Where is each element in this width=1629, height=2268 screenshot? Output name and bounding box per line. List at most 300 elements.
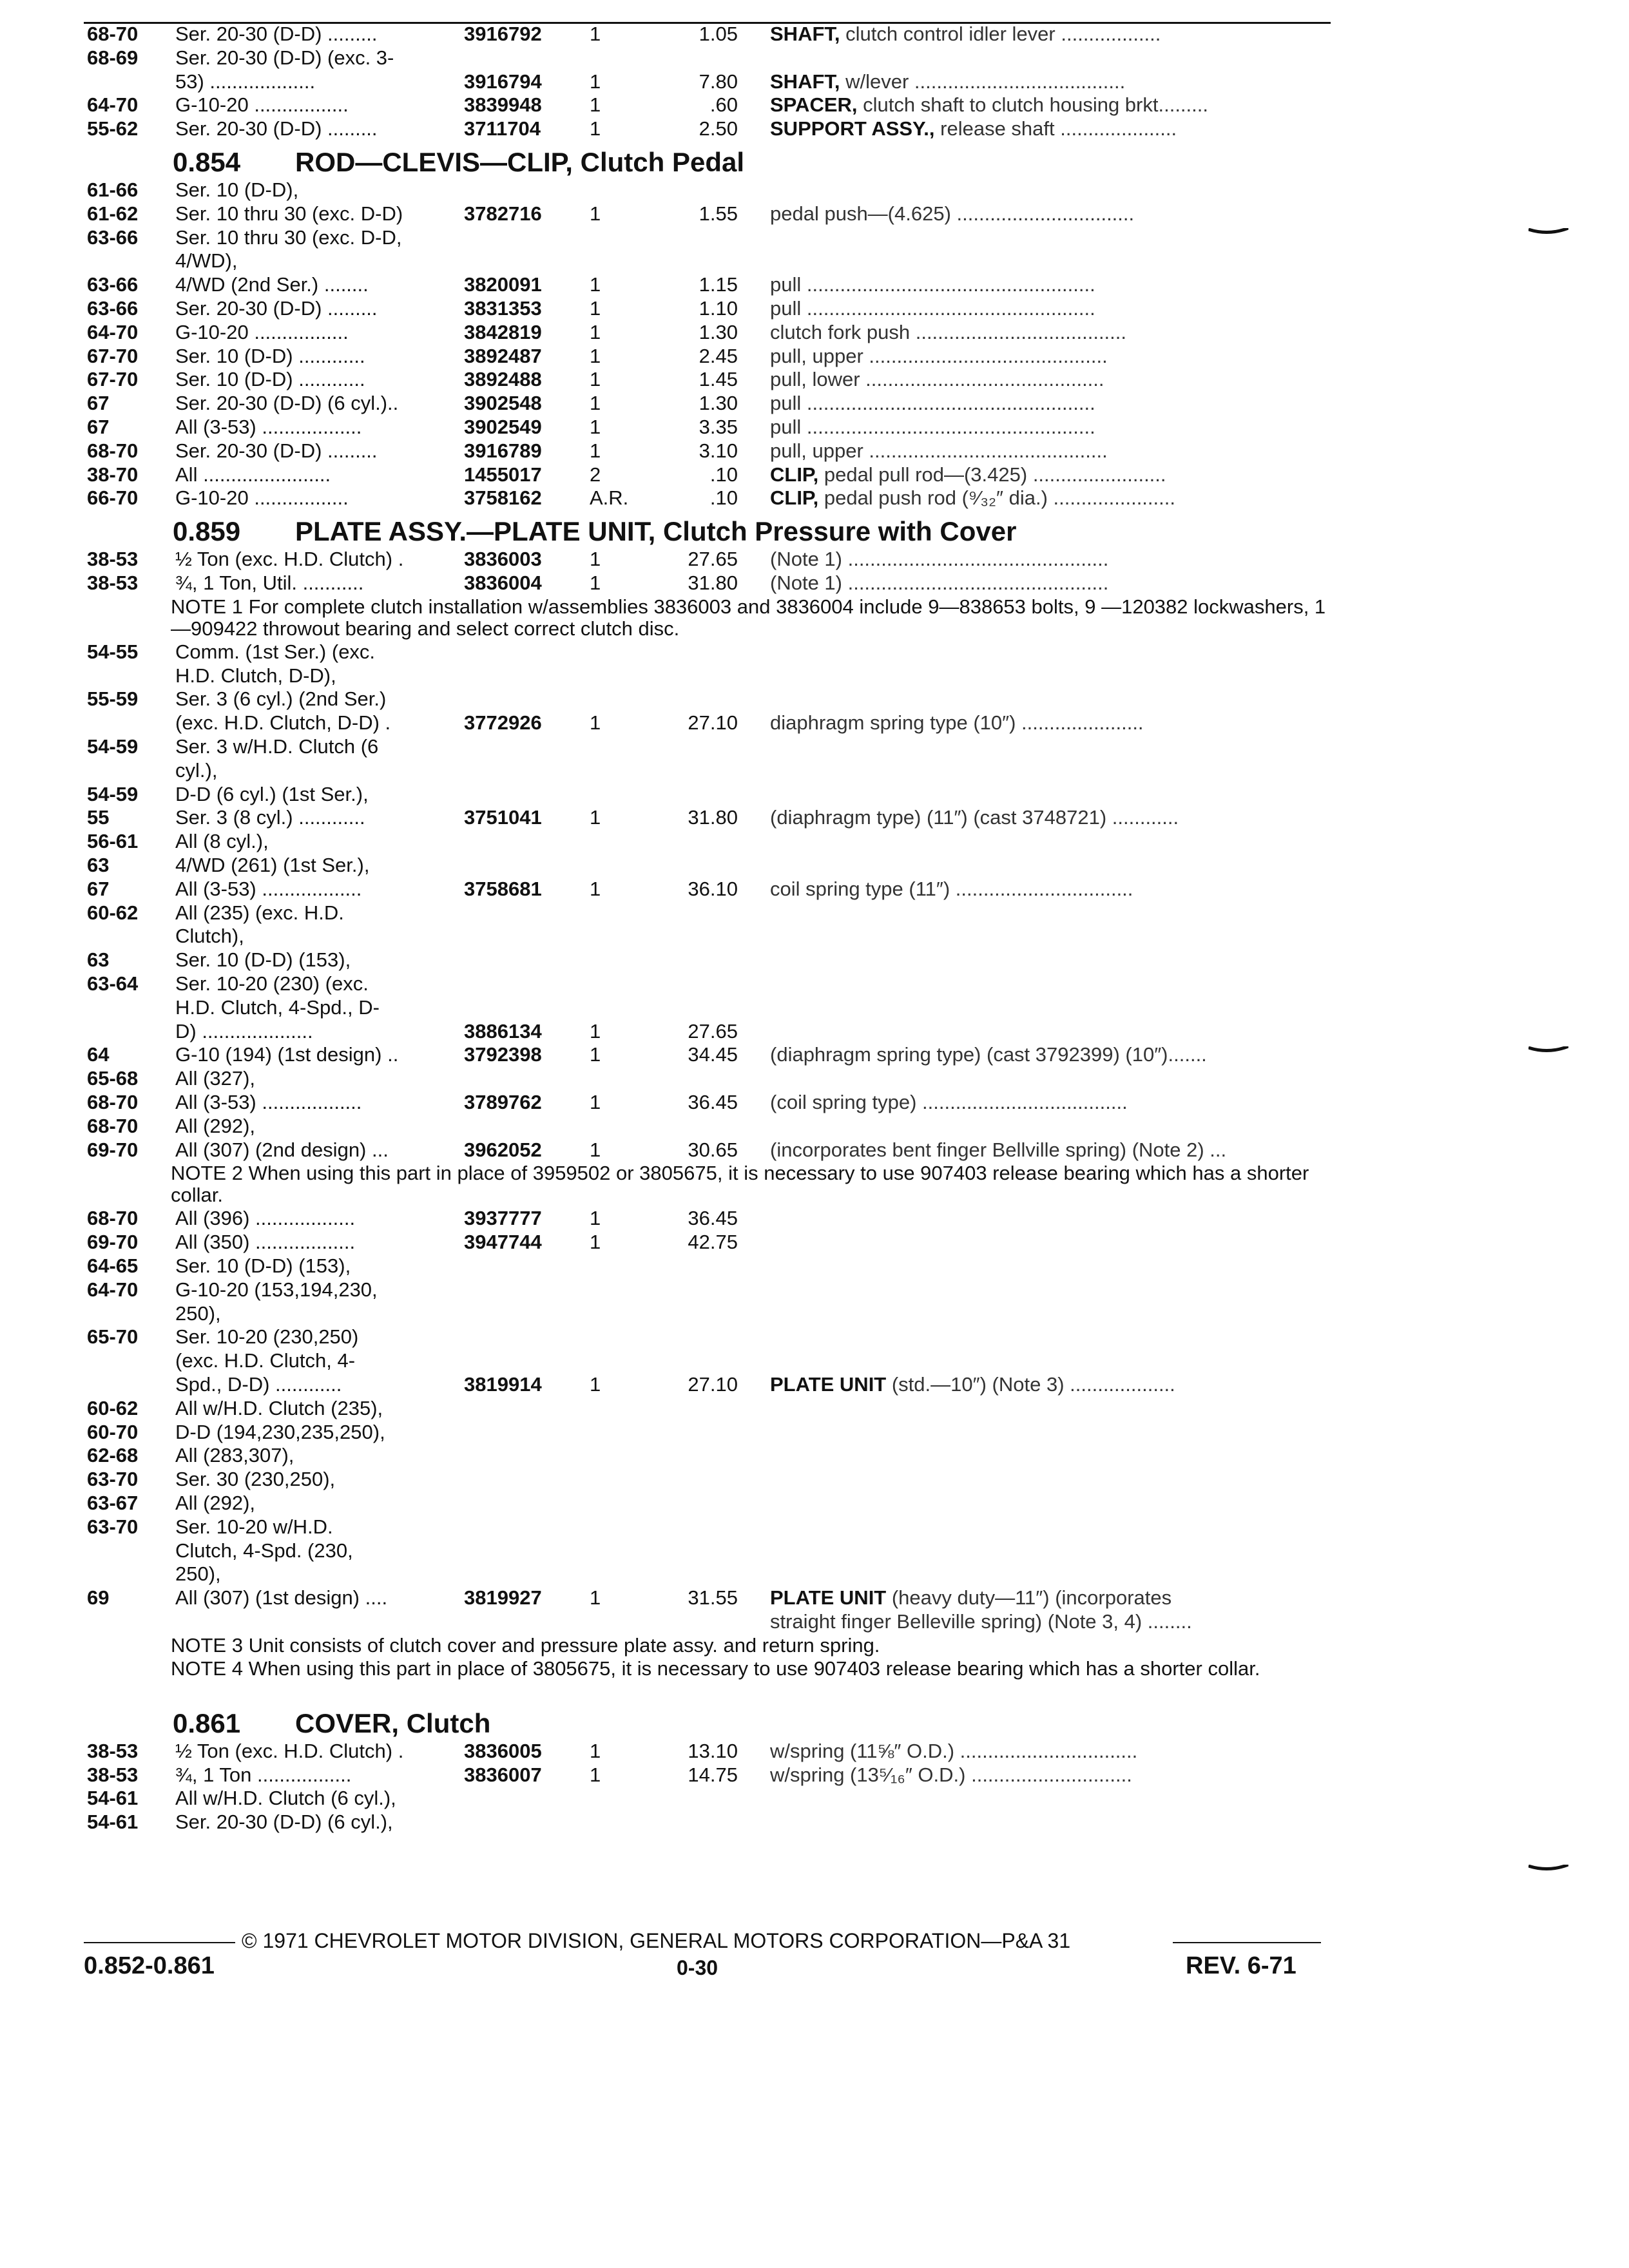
footer-copyright: © 1971 CHEVROLET MOTOR DIVISION, GENERAL MOTORS CORPORATION—P&A 31 bbox=[242, 1929, 1071, 1952]
application: All w/H.D. Clutch (235), bbox=[175, 1396, 383, 1419]
part-number: 3772926 bbox=[464, 711, 542, 735]
quantity: 1 bbox=[590, 1138, 601, 1161]
description bbox=[770, 807, 1334, 829]
description-name: CLIP, bbox=[770, 487, 819, 510]
application: Ser. 10 (D-D) ............ bbox=[175, 368, 365, 391]
description bbox=[770, 572, 1334, 594]
table-row bbox=[0, 925, 1629, 947]
application: 250), bbox=[175, 1302, 221, 1325]
description bbox=[770, 440, 1334, 462]
table-row bbox=[0, 831, 1629, 852]
description-text: (Note 1) ............................................... bbox=[770, 548, 1109, 571]
quantity: 1 bbox=[590, 23, 601, 45]
price: 1.10 bbox=[699, 297, 738, 320]
section-title: COVER, Clutch bbox=[295, 1707, 491, 1738]
table-row bbox=[0, 807, 1629, 829]
part-number: 3820091 bbox=[464, 273, 542, 296]
model-year: 67-70 bbox=[87, 344, 139, 367]
application: ½ Ton (exc. H.D. Clutch) . bbox=[175, 548, 404, 571]
quantity: 1 bbox=[590, 1739, 601, 1762]
application: Spd., D-D) ............ bbox=[175, 1373, 342, 1396]
footer-rule-right bbox=[1173, 1942, 1321, 1943]
application: 4/WD (2nd Ser.) ........ bbox=[175, 273, 369, 296]
quantity: 2 bbox=[590, 463, 601, 486]
application: Ser. 3 (8 cyl.) ............ bbox=[175, 806, 365, 829]
price: 27.65 bbox=[688, 1019, 738, 1043]
table-row bbox=[0, 783, 1629, 805]
table-row bbox=[0, 1398, 1629, 1419]
table-row bbox=[0, 1115, 1629, 1137]
description-text: pedal push—(4.625) ................................ bbox=[770, 202, 1135, 225]
section-number: 0.854 bbox=[173, 147, 241, 177]
section-heading bbox=[173, 1708, 490, 1739]
table-row bbox=[0, 1091, 1629, 1113]
description-text: clutch control idler lever .................. bbox=[840, 23, 1161, 45]
quantity: 1 bbox=[590, 1763, 601, 1786]
price: .10 bbox=[709, 486, 738, 510]
model-year: 54-59 bbox=[87, 735, 139, 758]
application: G-10 (194) (1st design) .. bbox=[175, 1043, 399, 1066]
description-text: pull .................................................... bbox=[770, 392, 1095, 415]
description-text: (Note 1) ............................................... bbox=[770, 572, 1109, 594]
model-year: 55 bbox=[87, 806, 110, 829]
application: D-D (6 cyl.) (1st Ser.), bbox=[175, 782, 369, 805]
table-row bbox=[0, 760, 1629, 782]
table-row bbox=[0, 1139, 1629, 1161]
part-number: 3916794 bbox=[464, 70, 542, 93]
table-row bbox=[0, 274, 1629, 296]
model-year: 68-70 bbox=[87, 1207, 139, 1230]
model-year: 64-70 bbox=[87, 320, 139, 343]
section-number: 0.861 bbox=[173, 1707, 241, 1738]
table-row bbox=[0, 1421, 1629, 1443]
description bbox=[770, 322, 1334, 343]
footer-range: 0.852-0.861 bbox=[84, 1952, 215, 1979]
quantity: 1 bbox=[590, 392, 601, 415]
model-year: 54-61 bbox=[87, 1787, 139, 1810]
table-row bbox=[0, 322, 1629, 343]
quantity: 1 bbox=[590, 70, 601, 93]
application: All (307) (2nd design) ... bbox=[175, 1138, 389, 1161]
table-row bbox=[0, 1445, 1629, 1466]
model-year: 69 bbox=[87, 1586, 110, 1610]
application: Ser. 10 (D-D), bbox=[175, 178, 299, 201]
table-row bbox=[0, 94, 1629, 116]
model-year: 63-66 bbox=[87, 226, 139, 249]
model-year: 63-70 bbox=[87, 1468, 139, 1491]
table-row bbox=[0, 345, 1629, 367]
binding-mark-icon bbox=[1528, 1046, 1568, 1055]
description bbox=[770, 1091, 1334, 1113]
description-text: pedal push rod (⁹⁄₃₂″ dia.) ...................... bbox=[818, 487, 1175, 510]
quantity: 1 bbox=[590, 1019, 601, 1043]
description-text: pedal pull rod—(3.425) ........................ bbox=[818, 463, 1166, 486]
description bbox=[770, 71, 1334, 93]
description-name: PLATE UNIT bbox=[770, 1587, 887, 1610]
description bbox=[770, 1044, 1334, 1066]
table-row bbox=[0, 973, 1629, 995]
quantity: 1 bbox=[590, 1043, 601, 1066]
application: Ser. 20-30 (D-D) (6 cyl.), bbox=[175, 1811, 393, 1834]
application: Ser. 10 thru 30 (exc. D-D, bbox=[175, 226, 402, 249]
model-year: 38-53 bbox=[87, 548, 139, 571]
description-text: w/spring (13⁵⁄₁₆″ O.D.) ............................. bbox=[770, 1763, 1132, 1786]
application: Ser. 3 (6 cyl.) (2nd Ser.) bbox=[175, 687, 387, 711]
table-row bbox=[0, 1516, 1629, 1538]
table-row bbox=[0, 1540, 1629, 1562]
model-year: 38-53 bbox=[87, 1763, 139, 1786]
application: All (292), bbox=[175, 1114, 256, 1137]
table-row bbox=[0, 1811, 1629, 1833]
application: Ser. 20-30 (D-D) (6 cyl.).. bbox=[175, 392, 399, 415]
application: Ser. 10 thru 30 (exc. D-D) bbox=[175, 202, 403, 225]
application: Clutch, 4-Spd. (230, bbox=[175, 1539, 353, 1562]
model-year: 67 bbox=[87, 416, 110, 438]
application: ¾, 1 Ton ................. bbox=[175, 1763, 352, 1786]
table-row bbox=[0, 464, 1629, 486]
application: G-10-20 (153,194,230, bbox=[175, 1278, 378, 1301]
description-text: pull, lower ........................................... bbox=[770, 369, 1104, 391]
application: All (327), bbox=[175, 1067, 256, 1090]
part-number: 3839948 bbox=[464, 93, 542, 117]
model-year: 56-61 bbox=[87, 830, 139, 853]
part-number: 3758162 bbox=[464, 486, 542, 510]
application: Ser. 20-30 (D-D) ......... bbox=[175, 297, 378, 320]
part-number: 3782716 bbox=[464, 202, 542, 225]
part-number: 3836003 bbox=[464, 548, 542, 571]
quantity: 1 bbox=[590, 416, 601, 438]
description bbox=[770, 203, 1334, 225]
section-heading bbox=[173, 147, 744, 178]
model-year: 67 bbox=[87, 392, 110, 415]
application: All (307) (1st design) .... bbox=[175, 1586, 388, 1610]
application: G-10-20 ................. bbox=[175, 320, 349, 343]
application: Ser. 20-30 (D-D) ......... bbox=[175, 439, 378, 462]
quantity: 1 bbox=[590, 1373, 601, 1396]
model-year: 68-70 bbox=[87, 439, 139, 462]
table-row bbox=[0, 298, 1629, 320]
price: 3.10 bbox=[699, 439, 738, 462]
application: Comm. (1st Ser.) (exc. bbox=[175, 640, 376, 663]
model-year: 54-55 bbox=[87, 640, 139, 663]
table-row bbox=[0, 392, 1629, 414]
application: Ser. 10 (D-D) (153), bbox=[175, 948, 351, 972]
description-text: clutch fork push ...................................... bbox=[770, 321, 1127, 343]
price: 1.45 bbox=[699, 368, 738, 391]
table-row bbox=[0, 949, 1629, 971]
model-year: 63-66 bbox=[87, 297, 139, 320]
table-row bbox=[0, 369, 1629, 390]
model-year: 67 bbox=[87, 877, 110, 900]
description bbox=[770, 345, 1334, 367]
table-row bbox=[0, 118, 1629, 140]
part-number: 3836005 bbox=[464, 1739, 542, 1762]
application: All (350) .................. bbox=[175, 1231, 356, 1254]
price: 34.45 bbox=[688, 1043, 738, 1066]
part-number: 3947744 bbox=[464, 1231, 542, 1254]
quantity: 1 bbox=[590, 806, 601, 829]
section-number: 0.859 bbox=[173, 516, 241, 547]
price: 30.65 bbox=[688, 1138, 738, 1161]
price: 1.30 bbox=[699, 320, 738, 343]
application: All (283,307), bbox=[175, 1444, 294, 1467]
quantity: 1 bbox=[590, 439, 601, 462]
model-year: 60-70 bbox=[87, 1420, 139, 1443]
model-year: 68-69 bbox=[87, 46, 139, 69]
description bbox=[770, 1611, 1334, 1633]
table-row bbox=[0, 1611, 1629, 1633]
model-year: 38-53 bbox=[87, 1739, 139, 1762]
quantity: 1 bbox=[590, 320, 601, 343]
price: 1.05 bbox=[699, 23, 738, 45]
model-year: 67-70 bbox=[87, 368, 139, 391]
table-row bbox=[0, 1021, 1629, 1043]
binding-mark-icon bbox=[1528, 228, 1568, 237]
description-text: pull, upper ........................................... bbox=[770, 345, 1108, 367]
description-text: (heavy duty—11″) (incorporates bbox=[886, 1587, 1172, 1610]
model-year: 63 bbox=[87, 854, 110, 876]
price: 14.75 bbox=[688, 1763, 738, 1786]
description-text: coil spring type (11″) ................................ bbox=[770, 878, 1133, 900]
table-row bbox=[0, 203, 1629, 225]
model-year: 63-67 bbox=[87, 1492, 139, 1514]
quantity: 1 bbox=[590, 572, 601, 594]
part-number: 3842819 bbox=[464, 320, 542, 343]
description-text: pull .................................................... bbox=[770, 274, 1095, 296]
description-text: (diaphragm spring type) (cast 3792399) (10″)....... bbox=[770, 1044, 1207, 1066]
model-year: 68-70 bbox=[87, 1114, 139, 1137]
application: Ser. 10-20 w/H.D. bbox=[175, 1515, 333, 1538]
table-row bbox=[0, 1326, 1629, 1348]
application: Ser. 20-30 (D-D) ......... bbox=[175, 23, 378, 45]
table-row bbox=[0, 1044, 1629, 1066]
part-number: 3962052 bbox=[464, 1138, 542, 1161]
description-text: w/spring (11⅝″ O.D.) ................................ bbox=[770, 1740, 1138, 1762]
table-row bbox=[0, 1492, 1629, 1514]
table-row bbox=[0, 572, 1629, 594]
price: 1.30 bbox=[699, 392, 738, 415]
application: Clutch), bbox=[175, 925, 244, 948]
model-year: 55-62 bbox=[87, 117, 139, 140]
table-row bbox=[0, 1207, 1629, 1229]
binding-mark-icon bbox=[1528, 1865, 1568, 1874]
quantity: 1 bbox=[590, 297, 601, 320]
application: 4/WD), bbox=[175, 249, 238, 273]
price: 27.10 bbox=[688, 711, 738, 735]
table-row bbox=[0, 712, 1629, 734]
table-row bbox=[0, 1563, 1629, 1585]
footer-rule-left bbox=[84, 1942, 235, 1943]
model-year: 62-68 bbox=[87, 1444, 139, 1467]
price: 1.55 bbox=[699, 202, 738, 225]
application: All (3-53) .................. bbox=[175, 877, 362, 900]
table-row bbox=[0, 997, 1629, 1019]
table-row bbox=[0, 1350, 1629, 1372]
table-row bbox=[0, 854, 1629, 876]
price: 31.55 bbox=[688, 1586, 738, 1610]
model-year: 60-62 bbox=[87, 901, 139, 924]
part-number: 3831353 bbox=[464, 297, 542, 320]
price: .10 bbox=[709, 463, 738, 486]
table-row bbox=[0, 902, 1629, 924]
model-year: 54-59 bbox=[87, 782, 139, 805]
description-name: PLATE UNIT bbox=[770, 1374, 887, 1396]
table-row bbox=[0, 250, 1629, 272]
model-year: 69-70 bbox=[87, 1231, 139, 1254]
description bbox=[770, 1587, 1334, 1609]
footer-revision: REV. 6-71 bbox=[1186, 1952, 1296, 1979]
description bbox=[770, 94, 1334, 116]
model-year: 65-70 bbox=[87, 1325, 139, 1349]
description-text: (diaphragm type) (11″) (cast 3748721) ............ bbox=[770, 807, 1179, 829]
description-text: (coil spring type) ..................................... bbox=[770, 1091, 1128, 1113]
application: cyl.), bbox=[175, 758, 218, 782]
description bbox=[770, 1764, 1334, 1786]
table-row bbox=[0, 665, 1629, 687]
table-row bbox=[0, 1587, 1629, 1609]
description bbox=[770, 23, 1334, 45]
application: Ser. 10 (D-D) ............ bbox=[175, 344, 365, 367]
application: (exc. H.D. Clutch, D-D) . bbox=[175, 711, 391, 735]
application: Ser. 10-20 (230) (exc. bbox=[175, 972, 369, 995]
description bbox=[770, 548, 1334, 570]
part-number: 3892488 bbox=[464, 368, 542, 391]
description-text: (incorporates bent finger Bellville spring) (Note 2) ... bbox=[770, 1139, 1227, 1161]
price: 36.10 bbox=[688, 877, 738, 900]
quantity: 1 bbox=[590, 1231, 601, 1254]
table-row bbox=[0, 878, 1629, 900]
description-name: SHAFT, bbox=[770, 23, 840, 45]
table-row bbox=[0, 1255, 1629, 1277]
table-row bbox=[0, 1468, 1629, 1490]
description bbox=[770, 118, 1334, 140]
application: 250), bbox=[175, 1562, 221, 1586]
price: 31.80 bbox=[688, 572, 738, 594]
description bbox=[770, 878, 1334, 900]
table-row bbox=[0, 641, 1629, 663]
footnote: NOTE 4 When using this part in place of 3805675, it is necessary to use 907403 release bearing which has a shorter collar. bbox=[171, 1657, 1260, 1680]
quantity: 1 bbox=[590, 368, 601, 391]
table-row bbox=[0, 688, 1629, 710]
model-year: 64-70 bbox=[87, 93, 139, 117]
description-text: pull, upper ........................................... bbox=[770, 439, 1108, 462]
description-text: w/lever ...................................... bbox=[840, 70, 1126, 93]
quantity: 1 bbox=[590, 117, 601, 140]
price: 36.45 bbox=[688, 1091, 738, 1113]
table-row bbox=[0, 1787, 1629, 1809]
application: G-10-20 ................. bbox=[175, 93, 349, 117]
model-year: 68-70 bbox=[87, 1091, 139, 1113]
table-row bbox=[0, 1374, 1629, 1396]
application: Ser. 20-30 (D-D) ......... bbox=[175, 117, 378, 140]
quantity: 1 bbox=[590, 548, 601, 571]
part-number: 3792398 bbox=[464, 1043, 542, 1066]
model-year: 61-66 bbox=[87, 178, 139, 201]
quantity: 1 bbox=[590, 711, 601, 735]
model-year: 63-70 bbox=[87, 1515, 139, 1538]
table-row bbox=[0, 23, 1629, 45]
model-year: 64 bbox=[87, 1043, 110, 1066]
section-title: ROD—CLEVIS—CLIP, Clutch Pedal bbox=[295, 147, 744, 177]
footer-page-number: 0-30 bbox=[677, 1956, 718, 1979]
table-row bbox=[0, 71, 1629, 93]
price: 1.15 bbox=[699, 273, 738, 296]
description bbox=[770, 712, 1334, 734]
part-number: 3751041 bbox=[464, 806, 542, 829]
part-number: 3892487 bbox=[464, 344, 542, 367]
description-name: SHAFT, bbox=[770, 70, 840, 93]
quantity: 1 bbox=[590, 1586, 601, 1610]
application: H.D. Clutch, 4-Spd., D- bbox=[175, 995, 380, 1019]
table-row bbox=[0, 1764, 1629, 1786]
application: D-D (194,230,235,250), bbox=[175, 1420, 385, 1443]
model-year: 66-70 bbox=[87, 486, 139, 510]
model-year: 60-62 bbox=[87, 1396, 139, 1419]
price: .60 bbox=[709, 93, 738, 117]
quantity: 1 bbox=[590, 1091, 601, 1113]
model-year: 65-68 bbox=[87, 1067, 139, 1090]
application: All (235) (exc. H.D. bbox=[175, 901, 344, 924]
description bbox=[770, 416, 1334, 438]
part-number: 3916789 bbox=[464, 439, 542, 462]
description bbox=[770, 1740, 1334, 1762]
price: 13.10 bbox=[688, 1739, 738, 1762]
model-year: 68-70 bbox=[87, 23, 139, 45]
section-title: PLATE ASSY.—PLATE UNIT, Clutch Pressure with Cover bbox=[295, 516, 1017, 547]
quantity: 1 bbox=[590, 93, 601, 117]
part-number: 3711704 bbox=[464, 117, 541, 140]
description bbox=[770, 487, 1334, 509]
footnote: NOTE 2 When using this part in place of 3959502 or 3805675, it is necessary to use 907403 release bearing which has a shorter collar. bbox=[171, 1162, 1309, 1207]
application: (exc. H.D. Clutch, 4- bbox=[175, 1349, 356, 1372]
quantity: 1 bbox=[590, 877, 601, 900]
description bbox=[770, 1374, 1334, 1396]
application: Ser. 30 (230,250), bbox=[175, 1468, 336, 1491]
application: Ser. 20-30 (D-D) (exc. 3- bbox=[175, 46, 394, 69]
part-number: 3758681 bbox=[464, 877, 542, 900]
application: Ser. 3 w/H.D. Clutch (6 bbox=[175, 735, 379, 758]
description-name: CLIP, bbox=[770, 463, 819, 486]
description-text: diaphragm spring type (10″) ...................... bbox=[770, 712, 1144, 735]
application: All (396) .................. bbox=[175, 1207, 356, 1230]
table-row bbox=[0, 1303, 1629, 1325]
application: G-10-20 ................. bbox=[175, 486, 349, 510]
application: All (292), bbox=[175, 1492, 256, 1514]
model-year: 63 bbox=[87, 948, 110, 972]
description bbox=[770, 392, 1334, 414]
application: Ser. 10-20 (230,250) bbox=[175, 1325, 359, 1349]
part-number: 3819914 bbox=[464, 1373, 542, 1396]
part-number: 1455017 bbox=[464, 463, 542, 486]
application: All w/H.D. Clutch (6 cyl.), bbox=[175, 1787, 396, 1810]
application: ½ Ton (exc. H.D. Clutch) . bbox=[175, 1739, 404, 1762]
application: 53) ................... bbox=[175, 70, 316, 93]
footnote: NOTE 1 For complete clutch installation w/assemblies 3836003 and 3836004 include 9—838653 bolts, 9 —120382 lockwashers, 1—909422 throwout bearing and select correct clutch disc. bbox=[171, 595, 1326, 640]
section-heading bbox=[173, 516, 1016, 547]
part-number: 3902548 bbox=[464, 392, 542, 415]
description-text: (std.—10″) (Note 3) ................... bbox=[886, 1374, 1175, 1396]
price: 27.65 bbox=[688, 548, 738, 571]
model-year: 64-65 bbox=[87, 1254, 139, 1277]
model-year: 38-53 bbox=[87, 572, 139, 594]
model-year: 55-59 bbox=[87, 687, 139, 711]
description-name: SUPPORT ASSY., bbox=[770, 118, 935, 140]
table-row bbox=[0, 1068, 1629, 1090]
application: 4/WD (261) (1st Ser.), bbox=[175, 854, 370, 876]
description-text: clutch shaft to clutch housing brkt......... bbox=[857, 94, 1208, 117]
application: All (8 cyl.), bbox=[175, 830, 269, 853]
model-year: 63-66 bbox=[87, 273, 139, 296]
